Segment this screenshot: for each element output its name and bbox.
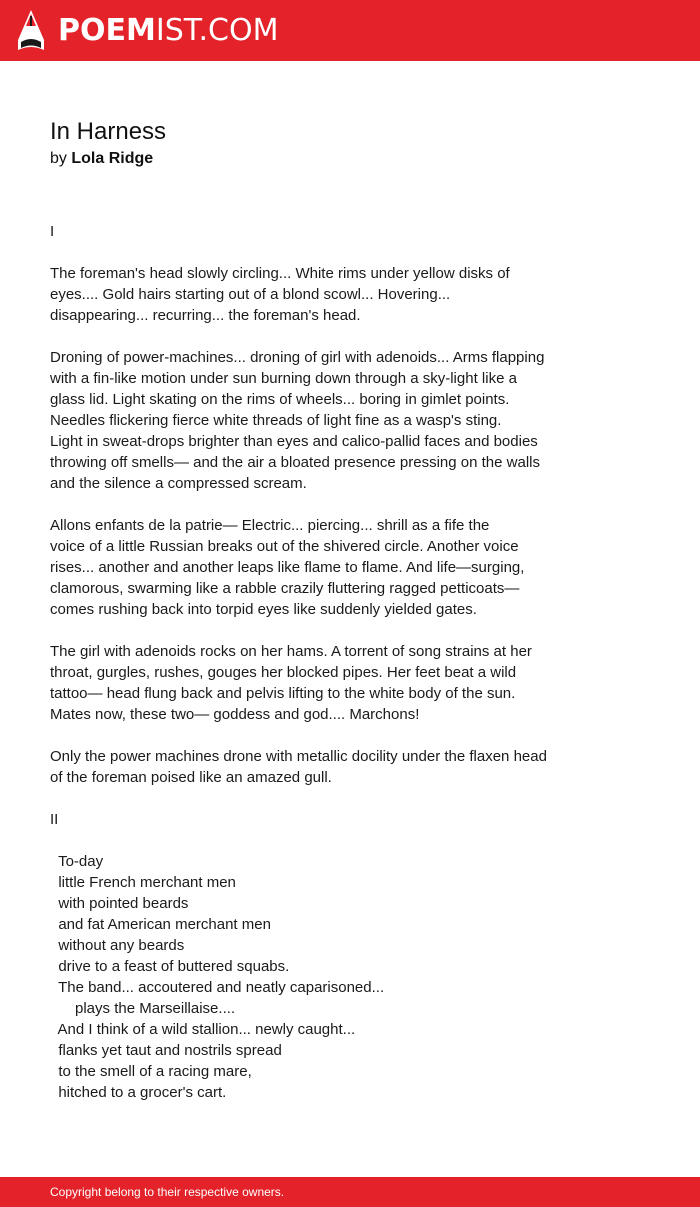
poem-line: I <box>50 223 55 240</box>
poem-line: disappearing... recurring... the foreman's head. <box>50 307 361 324</box>
poem-byline <box>50 148 610 170</box>
poem-line: drive to a feast of buttered squabs. <box>50 958 290 975</box>
poem-line: The band... accoutered and neatly caparisoned... <box>50 979 385 996</box>
poem-title: In Harness <box>50 118 167 145</box>
by-label: by <box>50 150 67 167</box>
poem-line: little French merchant men <box>50 874 236 891</box>
poem-line: The foreman's head slowly circling... White rims under yellow disks of <box>50 265 510 282</box>
poem-article <box>50 116 610 1103</box>
site-brand <box>58 10 278 52</box>
poem-line: Only the power machines drone with metallic docility under the flaxen head <box>50 748 547 765</box>
poem-line: glass lid. Light skating on the rims of wheels... boring in gimlet points. <box>50 391 510 408</box>
author-name: Lola Ridge <box>71 150 154 167</box>
poem-line: flanks yet taut and nostrils spread <box>50 1042 282 1059</box>
brand-bold: POEM <box>58 13 156 48</box>
site-header <box>0 0 700 61</box>
poem-line: rises... another and another leaps like flame to flame. And life—surging, <box>50 559 525 576</box>
poem-line: and fat American merchant men <box>50 916 271 933</box>
poem-line: tattoo— head flung back and pelvis lifting to the white body of the sun. <box>50 685 516 702</box>
poem-line: with pointed beards <box>50 895 189 912</box>
poem-line: eyes.... Gold hairs starting out of a blond scowl... Hovering... <box>50 286 451 303</box>
poem-line: comes rushing back into torpid eyes like suddenly yielded gates. <box>50 601 477 618</box>
poem-line: without any beards <box>50 937 185 954</box>
poem-line: To-day <box>50 853 104 870</box>
poem-line: with a fin-like motion under sun burning down through a sky-light like a <box>50 370 517 387</box>
poem-line: Allons enfants de la patrie— Electric... piercing... shrill as a fife the <box>50 517 490 534</box>
poem-line <box>50 830 610 851</box>
brand-light: IST.COM <box>155 13 279 48</box>
poem-line: plays the Marseillaise.... <box>50 1000 236 1017</box>
poem-line: And I think of a wild stallion... newly caught... <box>50 1021 356 1038</box>
poem-line <box>50 620 610 641</box>
poem-line <box>50 725 610 746</box>
site-logo[interactable] <box>18 10 278 52</box>
poem-line: Mates now, these two— goddess and god.... Marchons! <box>50 706 420 723</box>
poem-line <box>50 494 610 515</box>
poem-line: clamorous, swarming like a rabble crazily fluttering ragged petticoats— <box>50 580 520 597</box>
poem-line: to the smell of a racing mare, <box>50 1063 252 1080</box>
poem-line: The girl with adenoids rocks on her hams. A torrent of song strains at her <box>50 643 532 660</box>
copyright-text: Copyright belong to their respective owners. <box>50 1185 285 1199</box>
poem-line <box>50 326 610 347</box>
poem-line: and the silence a compressed scream. <box>50 475 307 492</box>
poem-line: of the foreman poised like an amazed gull. <box>50 769 332 786</box>
poem-line <box>50 788 610 809</box>
poem-body <box>50 221 610 1103</box>
poem-line: voice of a little Russian breaks out of the shivered circle. Another voice <box>50 538 519 555</box>
poem-line: hitched to a grocer's cart. <box>50 1084 227 1101</box>
poem-line: Needles flickering fierce white threads of light fine as a wasp's sting. <box>50 412 502 429</box>
poem-line <box>50 242 610 263</box>
poem-line: throwing off smells— and the air a bloated presence pressing on the walls <box>50 454 540 471</box>
poem-line: Droning of power-machines... droning of girl with adenoids... Arms flapping <box>50 349 545 366</box>
poem-line: throat, gurgles, rushes, gouges her blocked pipes. Her feet beat a wild <box>50 664 517 681</box>
poem-line: Light in sweat-drops brighter than eyes and calico-pallid faces and bodies <box>50 433 538 450</box>
poem-line: II <box>50 811 59 828</box>
site-footer <box>0 1177 700 1207</box>
pencil-tip-icon <box>18 10 44 52</box>
